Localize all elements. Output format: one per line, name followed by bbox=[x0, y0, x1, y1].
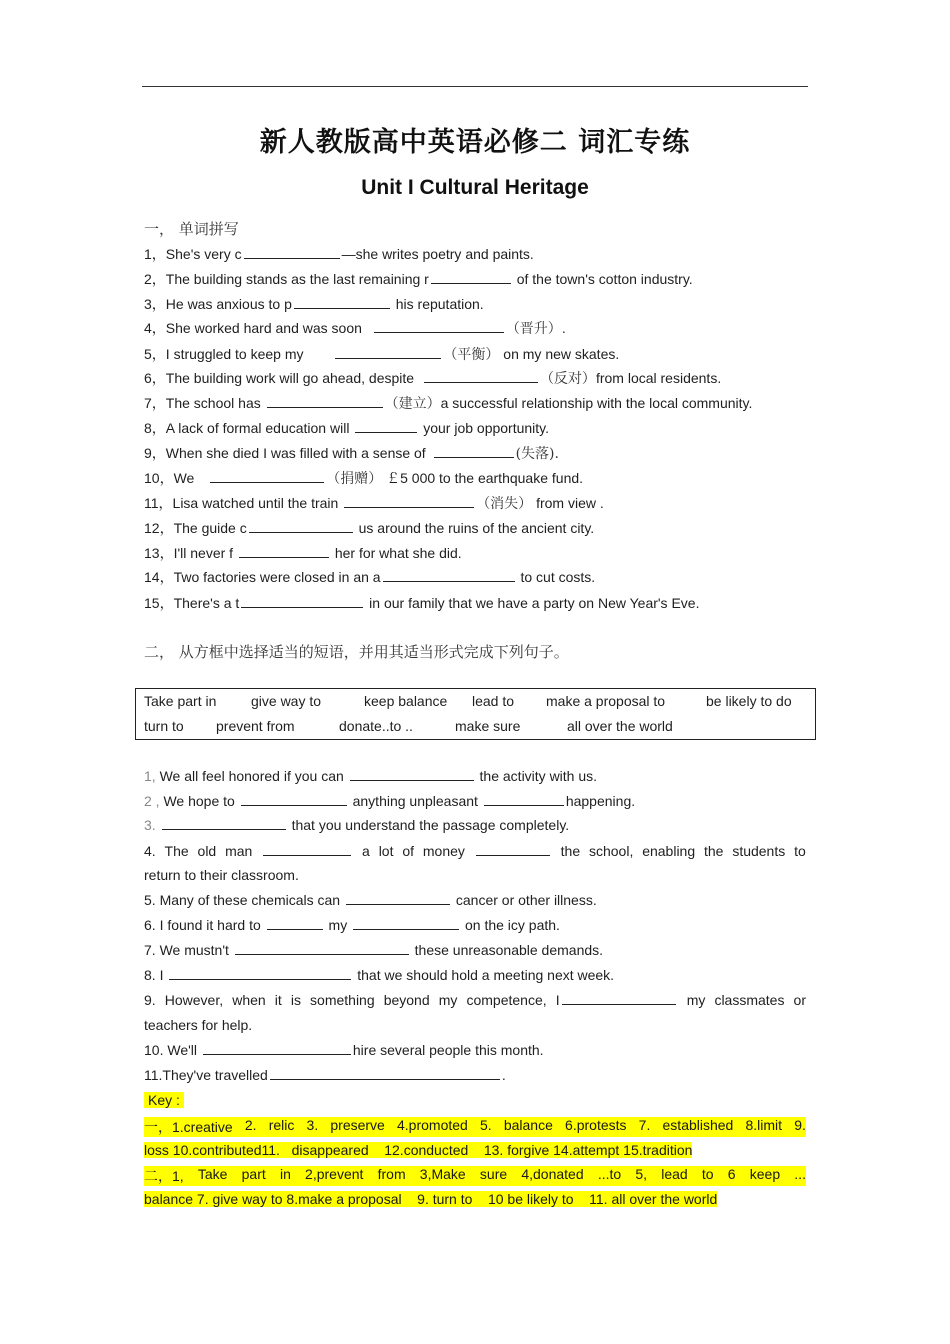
s1-item-12: 12，The guide c us around the ruins of the ancient city. bbox=[144, 520, 595, 536]
phrase: make a proposal to bbox=[546, 693, 666, 709]
section1-heading: 一， 单词拼写 bbox=[144, 220, 239, 238]
key-row-2: loss 10.contributed11. disappeared 12.conducted 13. forgive 14.attempt 15.tradition bbox=[144, 1142, 693, 1158]
s2-item-1: 1, We all feel honored if you can the activity with us. bbox=[144, 768, 598, 784]
s2-item-7: 7. We mustn't these unreasonable demands. bbox=[144, 942, 604, 958]
s1-item-10: 10，We （捐赠） ￡5 000 to the earthquake fund. bbox=[144, 470, 584, 487]
s2-item-3: 3. that you understand the passage completely. bbox=[144, 817, 570, 833]
s2-item-5: 5. Many of these chemicals can cancer or other illness. bbox=[144, 892, 597, 908]
phrase: turn to bbox=[144, 718, 184, 734]
s2-item-10: 10. We'll hire several people this month. bbox=[144, 1042, 544, 1058]
s1-item-1: 1，She's very c —she writes poetry and paints. bbox=[144, 246, 534, 262]
phrase: Take part in bbox=[144, 693, 217, 709]
s1-item-13: 13，I'll never f her for what she did. bbox=[144, 545, 462, 561]
key-label: Key : bbox=[144, 1092, 184, 1108]
s1-item-3: 3，He was anxious to p his reputation. bbox=[144, 296, 484, 312]
phrase: keep balance bbox=[364, 693, 448, 709]
phrase: lead to bbox=[472, 693, 515, 709]
s1-item-15: 15，There's a t in our family that we have a party on New Year's Eve. bbox=[144, 595, 700, 611]
key-row-3: 二，1, Take part in 2,prevent from 3,Make sure 4,donated ...to 5, lead to 6 keep ... bbox=[144, 1166, 806, 1184]
unit-title: Unit I Cultural Heritage bbox=[361, 176, 589, 199]
header-rule bbox=[142, 86, 808, 87]
phrase: be likely to do bbox=[706, 693, 792, 709]
s1-item-14: 14，Two factories were closed in an a to cut costs. bbox=[144, 569, 596, 585]
s1-item-9: 9，When she died I was filled with a sense of (失落). bbox=[144, 445, 559, 462]
phrase: make sure bbox=[455, 718, 521, 734]
phrase-box bbox=[135, 688, 816, 740]
s2-item-8: 8. I that we should hold a meeting next week. bbox=[144, 967, 615, 983]
phrase: donate..to .. bbox=[339, 718, 413, 734]
s1-item-2: 2，The building stands as the last remaining r of the town's cotton industry. bbox=[144, 271, 693, 287]
key-row-1: 一，1.creative 2. relic 3. preserve 4.promoted 5. balance 6.protests 7. established 8.limit 9. bbox=[144, 1117, 806, 1135]
s2-item-9: 9. However, when it is something beyond my competence, I my classmates or bbox=[144, 992, 806, 1008]
s2-item-2: 2 , We hope to anything unpleasant happening. bbox=[144, 793, 636, 809]
s2-item-11: 11.They've travelled . bbox=[144, 1067, 506, 1083]
s1-item-5: 5，I struggled to keep my （平衡） on my new skates. bbox=[144, 346, 620, 363]
section2-heading: 二， 从方框中选择适当的短语，并用其适当形式完成下列句子。 bbox=[144, 643, 569, 661]
phrase: give way to bbox=[251, 693, 322, 709]
key-row-4: balance 7. give way to 8.make a proposal 9. turn to 10 be likely to 11. all over the world bbox=[144, 1191, 718, 1207]
s2-item-4-cont: return to their classroom. bbox=[144, 867, 299, 883]
page-title: 新人教版高中英语必修二 词汇专练 bbox=[259, 127, 691, 158]
s1-item-4: 4，She worked hard and was soon （晋升）. bbox=[144, 320, 566, 337]
s2-item-6: 6. I found it hard to my on the icy path. bbox=[144, 917, 560, 933]
s2-item-4: 4. The old man a lot of money the school, enabling the students to bbox=[144, 843, 806, 859]
phrase: prevent from bbox=[216, 718, 295, 734]
s1-item-6: 6，The building work will go ahead, despite （反对）from local residents. bbox=[144, 370, 722, 387]
s1-item-11: 11，Lisa watched until the train （消失） from view . bbox=[144, 495, 604, 512]
s2-item-9-cont: teachers for help. bbox=[144, 1017, 253, 1033]
s1-item-7: 7，The school has （建立）a successful relationship with the local community. bbox=[144, 395, 753, 412]
phrase: all over the world bbox=[567, 718, 673, 734]
s1-item-8: 8，A lack of formal education will your job opportunity. bbox=[144, 420, 550, 436]
